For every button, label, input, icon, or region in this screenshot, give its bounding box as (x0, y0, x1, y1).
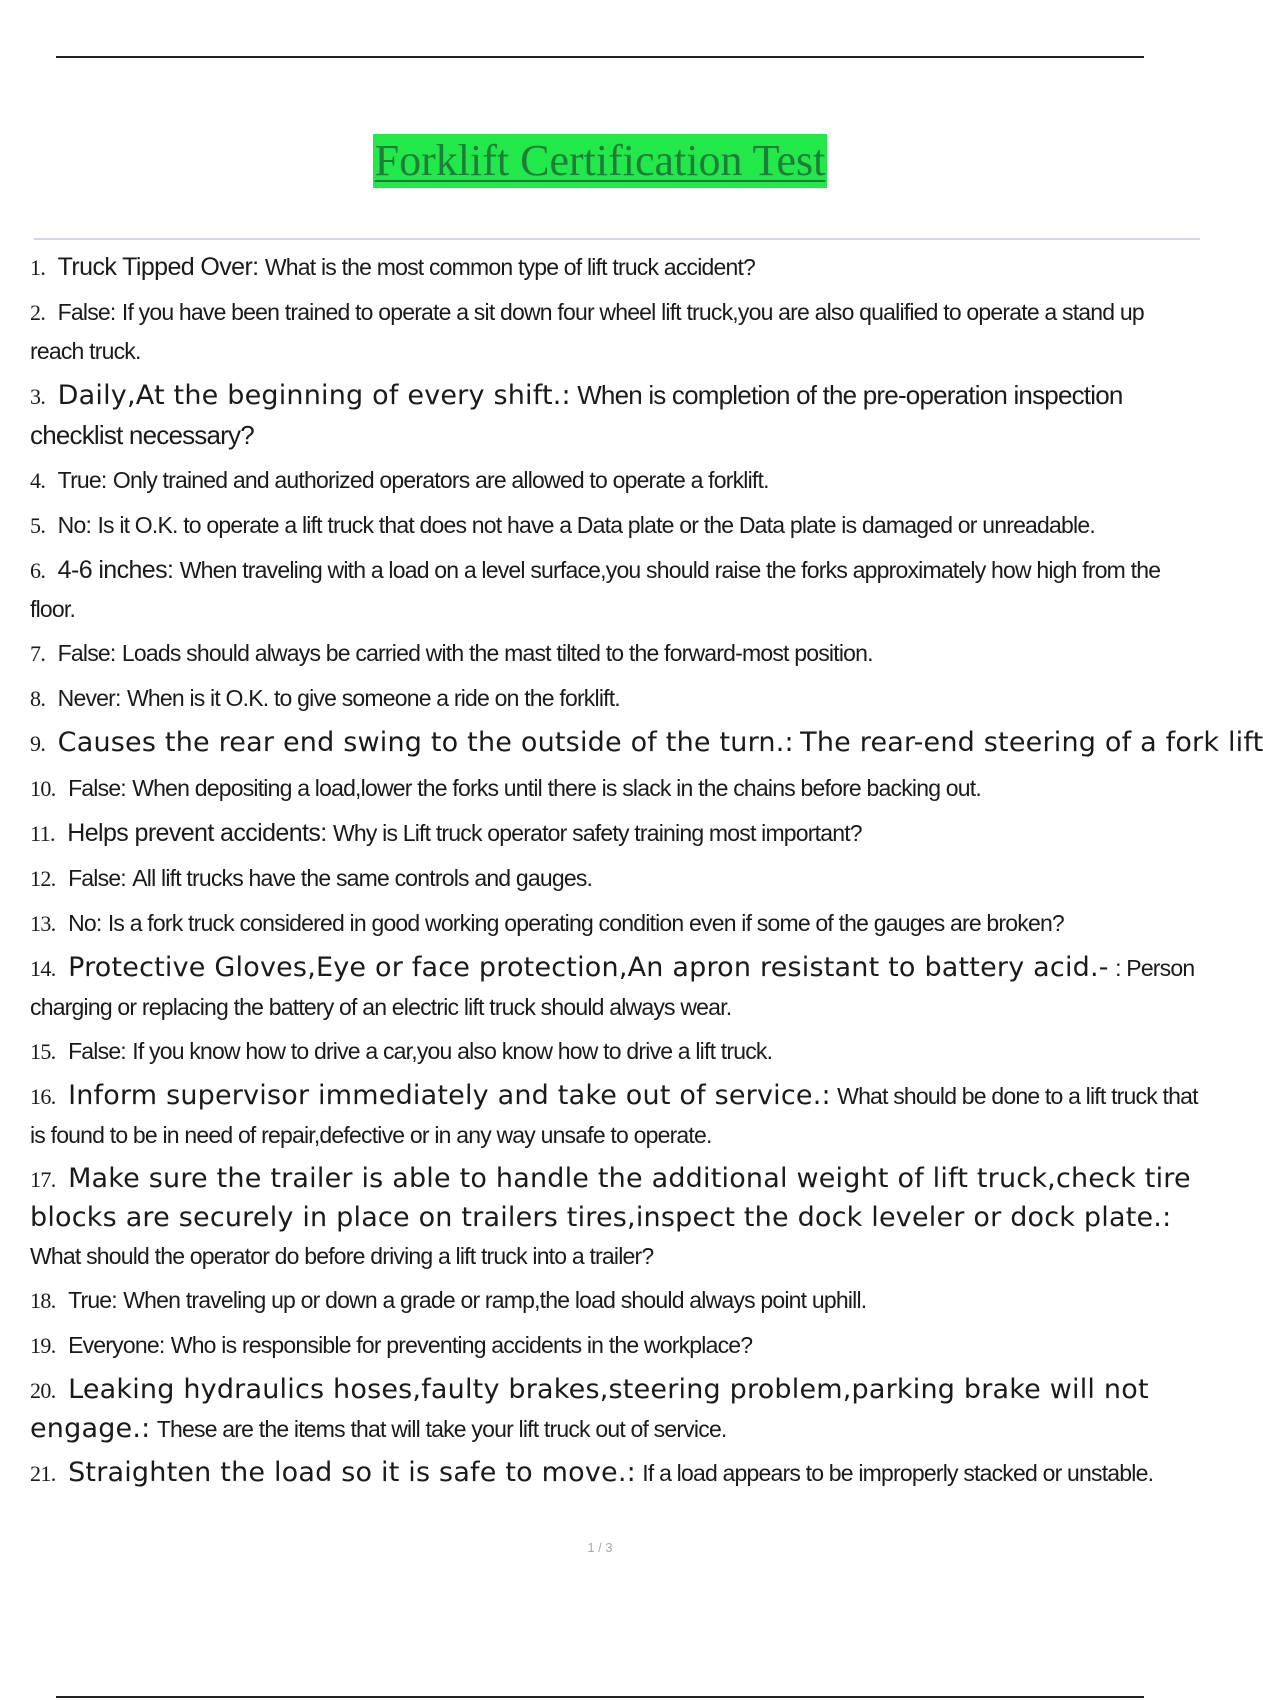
item-answer: Helps prevent accidents: (67, 819, 327, 847)
bottom-rule (56, 1696, 1144, 1698)
item-number: 16. (30, 1084, 56, 1109)
list-item (30, 814, 1200, 853)
list-item (30, 506, 1200, 545)
item-question: If a load appears to be improperly stacked or unstable. (642, 1460, 1154, 1486)
item-number: 14. (30, 956, 56, 981)
item-question: Is it O.K. to operate a lift truck that does not have a Data plate or the Data plate is damaged or unreadable. (97, 512, 1095, 538)
item-number: 4. (30, 468, 46, 493)
list-item (30, 461, 1200, 500)
item-question: If you know how to drive a car,you also know how to drive a lift truck. (132, 1038, 773, 1064)
item-answer: False: (68, 865, 126, 891)
item-question: These are the items that will take your lift truck out of service. (156, 1416, 727, 1442)
item-number: 11. (30, 821, 55, 846)
list-item (30, 1077, 1200, 1154)
item-question: When is it O.K. to give someone a ride on the forklift. (126, 685, 620, 711)
list-item (30, 1032, 1200, 1071)
item-number: 12. (30, 866, 56, 891)
item-question: What should be done to a lift truck that is found to be in need of repair,defective or in any way unsafe to operate. (30, 1083, 1198, 1148)
item-number: 6. (30, 558, 46, 583)
item-answer: Everyone: (68, 1332, 165, 1358)
item-question: When is completion of the pre-operation inspection checklist necessary? (30, 380, 1123, 450)
item-question: All lift trucks have the same controls and gauges. (132, 865, 593, 891)
item-answer: True: (57, 467, 107, 493)
item-number: 1. (30, 255, 46, 280)
item-question: What is the most common type of lift truck accident? (264, 254, 756, 280)
item-number: 21. (30, 1461, 56, 1486)
item-answer: Inform supervisor immediately and take out of service.: (68, 1080, 831, 1111)
list-item (30, 949, 1200, 1026)
item-question: Who is responsible for preventing accidents in the workplace? (170, 1332, 753, 1358)
item-question: The rear-end steering of a fork lift (800, 727, 1263, 758)
item-question: When depositing a load,lower the forks until there is slack in the chains before backing out. (132, 775, 981, 801)
item-question: : Person charging or replacing the battery of an electric lift truck should always wear. (30, 955, 1195, 1020)
item-answer: True: (68, 1287, 117, 1313)
list-item (30, 1454, 1200, 1493)
item-answer: Truck Tipped Over: (57, 253, 259, 281)
item-answer: False: (68, 1038, 126, 1064)
item-number: 3. (30, 384, 46, 409)
list-item (30, 1371, 1200, 1448)
list-item (30, 859, 1200, 898)
item-number: 20. (30, 1378, 56, 1403)
list-item (30, 904, 1200, 943)
item-question: Why is Lift truck operator safety training most important? (332, 820, 862, 846)
item-number: 9. (30, 731, 46, 756)
list-item (30, 551, 1200, 628)
item-number: 19. (30, 1333, 56, 1358)
item-question: Is a fork truck considered in good working operating condition even if some of the gauges are broken? (107, 910, 1064, 936)
list-item (30, 769, 1200, 808)
item-answer: False: (57, 640, 116, 666)
list-item (30, 679, 1200, 718)
item-answer: 4-6 inches: (57, 556, 174, 584)
list-item (30, 724, 1263, 763)
item-number: 18. (30, 1288, 56, 1313)
item-question: Loads should always be carried with the mast tilted to the forward-most position. (121, 640, 873, 666)
item-answer: Never: (57, 685, 121, 711)
item-question: If you have been trained to operate a sit down four wheel lift truck,you are also qualified to operate a stand up reach truck. (30, 299, 1144, 364)
item-answer: No: (68, 910, 102, 936)
item-number: 10. (30, 776, 56, 801)
list-item (30, 1160, 1200, 1275)
document-title: Forklift Certification Test (373, 134, 828, 188)
item-answer: Leaking hydraulics hoses,faulty brakes,steering problem,parking brake will not engage.: (30, 1374, 1149, 1444)
list-item (30, 1326, 1200, 1365)
list-item (30, 634, 1200, 673)
list-item (30, 293, 1200, 370)
top-rule (56, 56, 1144, 58)
item-answer: False: (68, 775, 126, 801)
page-indicator: 1 / 3 (587, 1540, 613, 1555)
item-answer: Causes the rear end swing to the outside of the turn.: (57, 727, 794, 758)
item-question: Only trained and authorized operators are allowed to operate a forklift. (112, 467, 769, 493)
list-item (30, 376, 1200, 455)
title-separator (34, 238, 1200, 240)
item-question: What should the operator do before driving a lift truck into a trailer? (30, 1243, 654, 1269)
item-number: 13. (30, 911, 56, 936)
item-number: 2. (30, 300, 46, 325)
item-number: 7. (30, 641, 46, 666)
item-answer: False: (57, 299, 116, 325)
list-item (30, 248, 1200, 287)
item-number: 8. (30, 686, 46, 711)
item-question: When traveling with a load on a level surface,you should raise the forks approximately how high from the floor. (30, 557, 1161, 622)
title-container (0, 134, 1200, 188)
item-number: 17. (30, 1167, 56, 1192)
item-number: 5. (30, 513, 46, 538)
item-answer: Make sure the trailer is able to handle the additional weight of lift truck,check tire blocks are securely in place on trailers tires,inspect the dock leveler or dock plate.: (30, 1163, 1191, 1233)
item-answer: Protective Gloves,Eye or face protection,An apron resistant to battery acid.- (68, 952, 1109, 983)
question-answer-list (30, 248, 1263, 1499)
item-answer: No: (57, 512, 92, 538)
item-number: 15. (30, 1039, 56, 1064)
list-item (30, 1281, 1200, 1320)
item-answer: Straighten the load so it is safe to move.: (68, 1457, 636, 1488)
item-answer: Daily,At the beginning of every shift.: (57, 380, 571, 411)
item-question: When traveling up or down a grade or ramp,the load should always point uphill. (123, 1287, 867, 1313)
